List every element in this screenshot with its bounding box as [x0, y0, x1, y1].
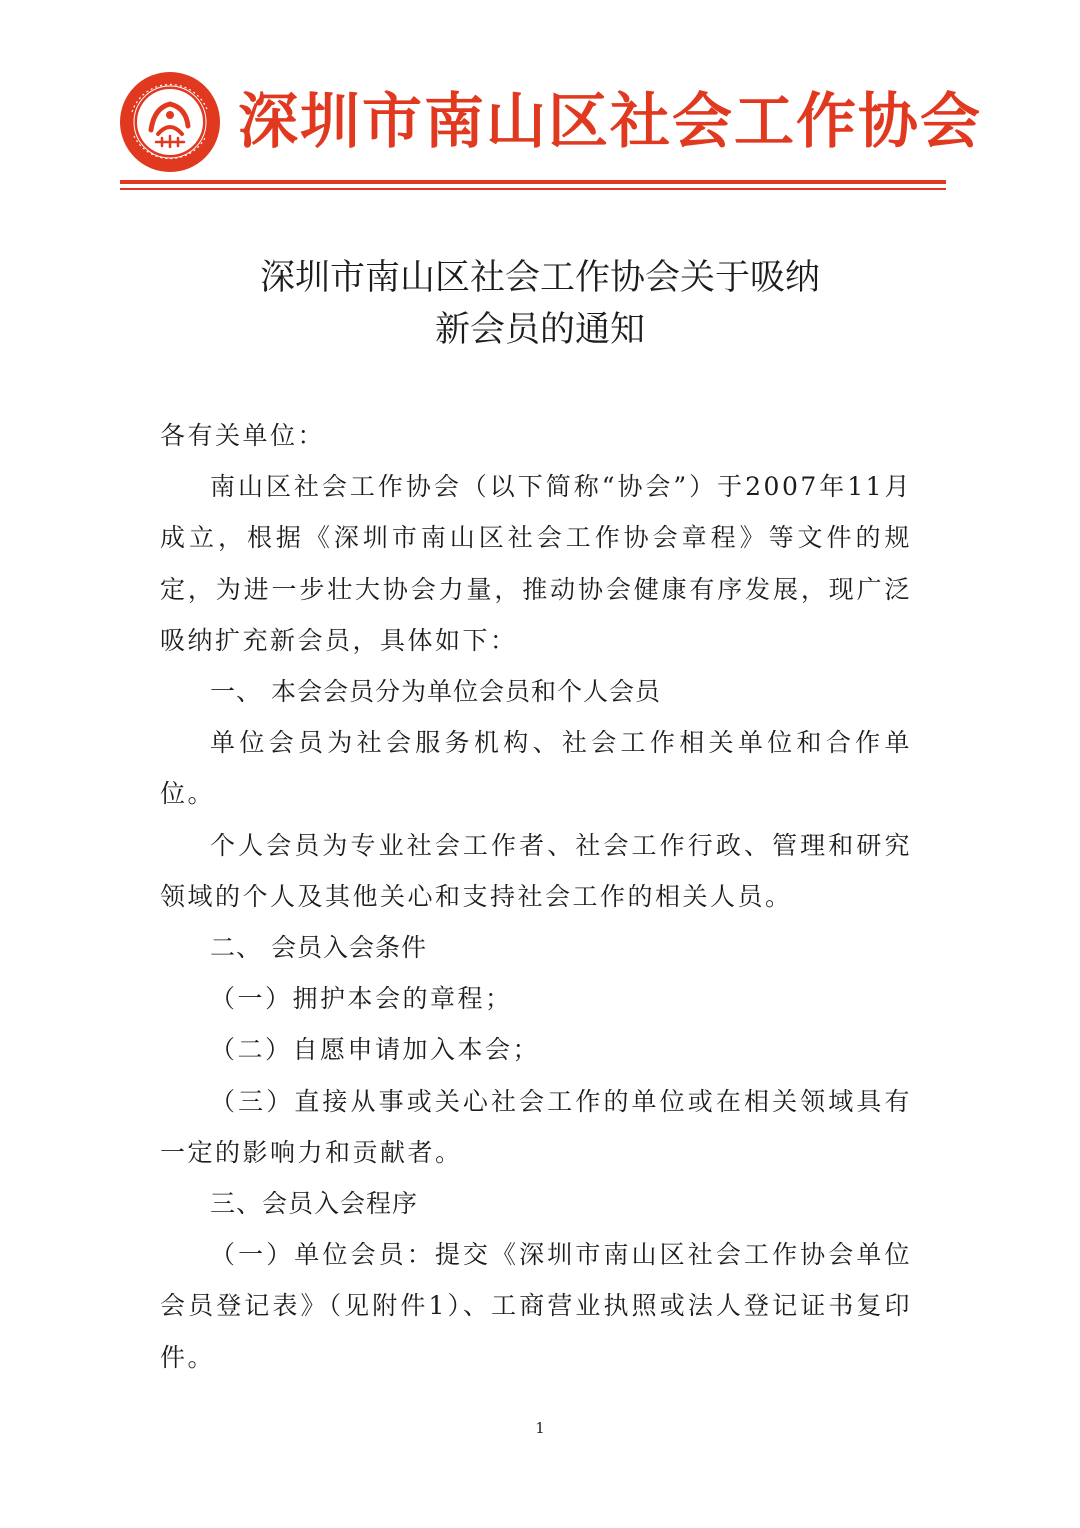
association-seal-logo [118, 70, 222, 174]
section-3-heading: 三、会员入会程序 [210, 1189, 419, 1219]
section-2-item-3: （三）直接从事或关心社会工作的单位或在相关领域具有一定的影响力和贡献者。 [160, 1086, 912, 1167]
salutation: 各有关单位： [160, 421, 326, 450]
section-1-heading: 一、 本会会员分为单位会员和个人会员 [210, 677, 661, 707]
letterhead [0, 0, 1080, 200]
letterhead-rule-thin [120, 188, 946, 190]
document-title [0, 252, 1080, 356]
section-3-item-1: （一）单位会员：提交《深圳市南山区社会工作协会单位会员登记表》（见附件1）、工商营业执照或法人登记证书复印件。 [160, 1240, 912, 1372]
letterhead-rule-thick [120, 180, 946, 184]
section-2-heading: 二、 会员入会条件 [210, 933, 427, 963]
page-number: 1 [535, 1419, 545, 1437]
section-1-paragraph-2: 个人会员为专业社会工作者、社会工作行政、管理和研究领域的个人及其他关心和支持社会工作的相关人员。 [160, 830, 912, 911]
document-body [160, 410, 912, 1383]
section-1-paragraph-1: 单位会员为社会服务机构、社会工作相关单位和合作单位。 [160, 728, 912, 809]
organization-name: 深圳市南山区社会工作协会 [238, 87, 982, 157]
section-2-item-2: （二）自愿申请加入本会； [210, 1035, 541, 1065]
title-line-1: 深圳市南山区社会工作协会关于吸纳 [259, 258, 820, 298]
intro-paragraph: 南山区社会工作协会（以下简称“协会”）于2007年11月成立，根据《深圳市南山区社会工作协会章程》等文件的规定，为进一步壮大协会力量，推动协会健康有序发展，现广泛吸纳扩充新会员，具体如下： [160, 472, 912, 655]
section-2-item-1: （一）拥护本会的章程； [210, 984, 513, 1014]
title-line-2: 新会员的通知 [434, 310, 645, 350]
